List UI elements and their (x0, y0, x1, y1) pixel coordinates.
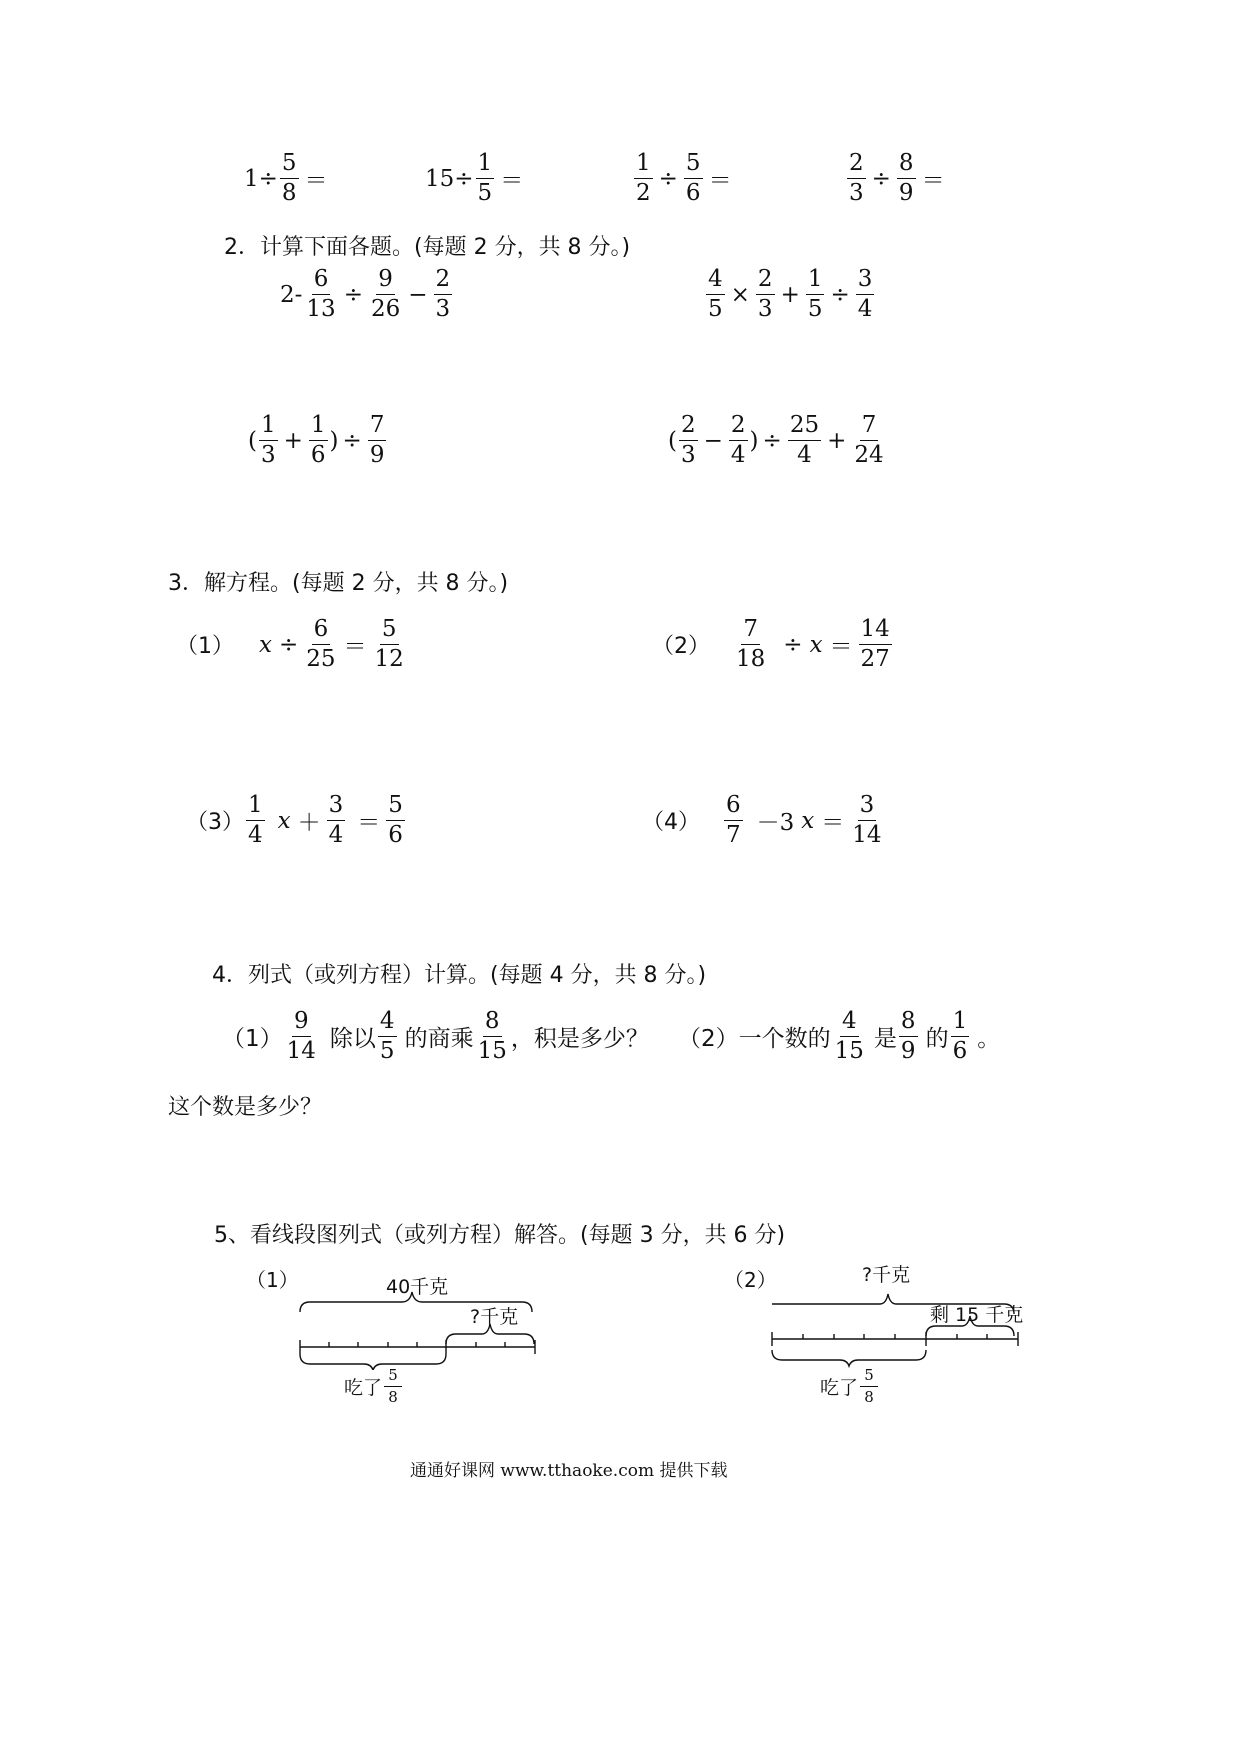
q3-problem-3: （3） 1 4 x ＋ 3 4 ＝ 5 6 (186, 792, 403, 848)
expr-row1-2: 15÷ $\frac{1}{5}$ ＝ (425, 150, 524, 206)
expr-row1-1: 1÷ $\frac{5}{8}$ ＝ (244, 150, 328, 206)
diagram1-part-label: ?千克 (470, 1306, 519, 1328)
q3-problem-4: （4） 6 7 －3 x ＝ 3 14 (642, 792, 882, 848)
diagram2-eaten-label: 吃了 5 8 (820, 1368, 880, 1405)
diagram2-label: （2） (724, 1268, 777, 1292)
q2-expr-a: 2- $\frac{6}{13}$ ÷ $\frac{9}{26}$ − $\frac{2}{3}$ (280, 266, 451, 322)
expr-row1-4: $\frac{2}{3}$ ÷ $\frac{8}{9}$ ＝ (849, 150, 945, 206)
q4-problem-1: （1） 9 14 除以 4 5 的商乘 8 15 ，积是多少？ (222, 1008, 649, 1064)
diagram2-segment (762, 1284, 1030, 1380)
q2-heading: 2．计算下面各题。(每题 2 分，共 8 分。) (224, 235, 631, 260)
q5-heading: 5、看线段图列式（或列方程）解答。(每题 3 分，共 6 分) (214, 1223, 786, 1248)
diagram1-total-label: 40千克 (386, 1276, 449, 1298)
q3-problem-1: （1） x ÷ $\frac{6}{25}$ ＝ 5 12 (176, 616, 404, 672)
q3-heading: 3．解方程。(每题 2 分，共 8 分。) (168, 571, 509, 596)
q4-heading: 4．列式（或列方程）计算。(每题 4 分，共 8 分。) (212, 963, 707, 988)
q2-expr-b: $\frac{4}{5}$ × $\frac{2}{3}$ + $\frac{1}{5}$ ÷ $\frac{3}{4}$ (708, 266, 873, 322)
diagram1-label: （1） (246, 1268, 299, 1292)
expr-row1-3: $\frac{1}{2}$ ÷ $\frac{5}{6}$ ＝ (636, 150, 732, 206)
q4-problem-2: （2）一个数的 4 15 是 8 9 的 1 6 。 (678, 1008, 1001, 1064)
diagram1-eaten-label: 吃了 5 8 (344, 1368, 404, 1405)
q4-continuation: 这个数是多少？ (168, 1095, 323, 1120)
footer-credit: 通通好课网 www.tthaoke.com 提供下载 (410, 1461, 728, 1481)
diagram2-total-label: ?千克 (862, 1264, 911, 1286)
q2-expr-c: ( 1 3 + $\frac{1}{6}$ ) ÷ $\frac{7}{9}$ (248, 412, 385, 468)
q2-expr-d: ( 2 3 − $\frac{2}{4}$ ) ÷ $\frac{25}{4}$ + $\frac{7}{24}$ (668, 412, 884, 468)
q3-problem-2: （2） $\frac{7}{18}$ ÷ x ＝ 14 27 (652, 616, 890, 672)
diagram2-rest-label: 剩 15 千克 (930, 1304, 1024, 1326)
